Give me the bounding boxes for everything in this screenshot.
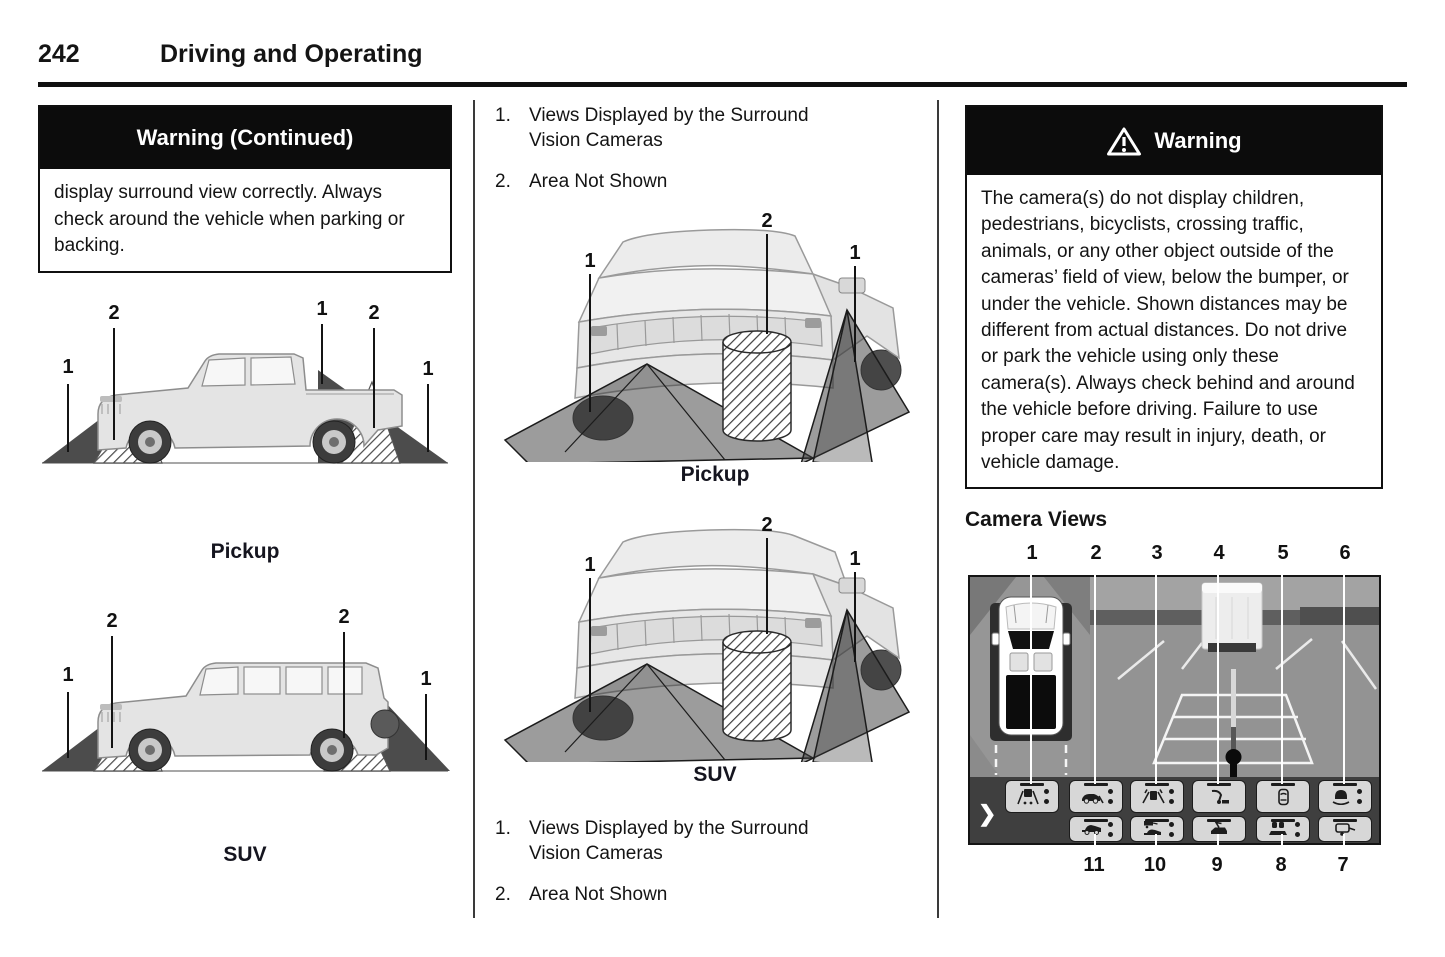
callout-label: 11 (1083, 854, 1105, 876)
trailer-object (1202, 583, 1262, 652)
figure-caption: Pickup (680, 463, 750, 486)
view-option-dots (1169, 789, 1174, 804)
callout-leader-line (1094, 566, 1096, 784)
callout-leader-line (1343, 834, 1345, 854)
camera-views-heading: Camera Views (965, 508, 1108, 531)
pickup-front-view-figure (495, 212, 935, 462)
callout-label: 1 (1026, 542, 1038, 564)
camera-button-top-down-view (1256, 780, 1310, 813)
callout-leader-line (1281, 834, 1283, 854)
top-down-view-icon (1271, 788, 1295, 806)
camera-zone-triangle (42, 416, 104, 463)
view-option-dots (1295, 822, 1300, 837)
callout-label: 1 (422, 358, 434, 380)
callout-label: 2 (368, 302, 380, 324)
callout-leader-line (1030, 566, 1032, 784)
callout-leader-line (1155, 566, 1157, 784)
callout-label: 7 (1337, 854, 1349, 876)
hitch-view-icon (1207, 788, 1231, 806)
warning-box (965, 105, 1383, 489)
section-title: Driving and Operating (160, 40, 423, 68)
warning-continued-body: display surround view correctly. Always check around the vehicle when parking or backing. (54, 182, 405, 257)
front-wide-view-icon (1141, 788, 1165, 806)
warning-title: Warning (1154, 128, 1242, 153)
legend-item (495, 882, 935, 907)
camera-views-figure (965, 542, 1385, 888)
camera-button-trailer-view (1318, 816, 1372, 842)
view-option-dots (1108, 822, 1113, 837)
callout-leader-line (1217, 566, 1219, 784)
view-option-dots (1044, 789, 1049, 804)
callout-label: 4 (1213, 542, 1225, 564)
trailer-view-icon (1333, 821, 1357, 837)
callout-label: 2 (338, 606, 350, 628)
figure-legend-top (495, 103, 935, 210)
callout-label: 6 (1339, 542, 1351, 564)
suv-front-view-figure (495, 512, 935, 762)
callout-label: 1 (62, 664, 74, 686)
camera-button-dual-wheel-view (1256, 816, 1310, 842)
trailer-side-view-icon (1141, 820, 1165, 838)
legend-text: Views Displayed by the Surround Vision Cameras (529, 105, 809, 152)
rear-top-view-icon (1329, 788, 1353, 806)
callout-label: 2 (1090, 542, 1102, 564)
camera-button-trailer-side-view (1130, 816, 1184, 842)
suv-side-view-figure (38, 608, 452, 793)
warning-triangle-icon (1106, 126, 1142, 157)
callout-label: 1 (420, 668, 432, 690)
column-divider-right (937, 100, 939, 918)
suv-side-view-illustration (38, 608, 452, 788)
camera-button-front-wide-view (1130, 780, 1184, 813)
view-option-dots (1169, 822, 1174, 837)
bed-view-icon (1207, 821, 1231, 837)
legend-text: Views Displayed by the Surround Vision Cameras (529, 818, 809, 865)
warning-header (967, 107, 1381, 175)
camera-button-rear-top-view (1318, 780, 1372, 813)
area-not-shown-cylinder (723, 631, 791, 741)
dual-wheel-view-icon (1267, 821, 1291, 837)
callout-label: 2 (106, 610, 118, 632)
header-rule (38, 82, 1407, 87)
pickup-side-view-illustration (38, 300, 452, 480)
view-option-dots (1357, 789, 1362, 804)
legend-number: 2. (495, 171, 511, 193)
column-divider-left (473, 100, 475, 918)
warning-continued-title: Warning (Continued) (40, 107, 450, 169)
figure-caption: Pickup (210, 540, 280, 563)
camera-button-front-curb-view (1069, 780, 1123, 813)
callout-label: 5 (1277, 542, 1289, 564)
warning-continued-box (38, 105, 452, 273)
callout-leader-line (1217, 834, 1219, 854)
figure-caption: SUV (693, 763, 737, 786)
page-number: 242 (38, 40, 80, 68)
callout-label: 1 (849, 548, 861, 570)
camera-zone-triangle (42, 724, 104, 771)
camera-button-bed-view (1192, 816, 1246, 842)
callout-label: 1 (62, 356, 74, 378)
front-curb-view-icon (1080, 788, 1104, 806)
callout-label: 1 (316, 298, 328, 320)
legend-number: 1. (495, 818, 511, 839)
camera-button-rear-view (1005, 780, 1059, 813)
expand-chevron-icon: ❯ (978, 801, 997, 826)
legend-number: 1. (495, 105, 511, 126)
callout-leader-line (1343, 566, 1345, 784)
legend-item (495, 169, 935, 194)
legend-number: 2. (495, 884, 511, 906)
callout-leader-line (1094, 834, 1096, 854)
legend-item (495, 103, 935, 153)
area-not-shown-cylinder (723, 331, 791, 441)
legend-item (495, 816, 935, 866)
callout-label: 10 (1143, 854, 1167, 876)
callout-label: 8 (1275, 854, 1287, 876)
suv-front-view-illustration (495, 512, 935, 762)
side-view-icon (1080, 821, 1104, 837)
figure-caption: SUV (223, 843, 267, 866)
callout-label: 2 (761, 514, 773, 536)
legend-text: Area Not Shown (529, 171, 668, 193)
rear-camera-scene (1090, 577, 1379, 777)
pickup-front-view-illustration (495, 212, 935, 462)
warning-body: The camera(s) do not display children, pedestrians, bicyclists, crossing traffic, animals, or any other object outside of the cameras’ field of view, below the bumper, or under the vehicle. Shown distances may be different from actual distances. Do not drive or park the vehicle using only these camera(s). Always check behind and around the vehicle before driving. Failure to use proper care may result in injury, death, or vehicle damage. (981, 188, 1355, 474)
callout-leader-line (1155, 834, 1157, 854)
callout-label: 2 (761, 210, 773, 232)
callout-label: 1 (584, 250, 596, 272)
callout-leader-line (1281, 566, 1283, 784)
camera-button-hitch-view (1192, 780, 1246, 813)
legend-text: Area Not Shown (529, 884, 668, 906)
view-option-dots (1108, 789, 1113, 804)
callout-label: 3 (1151, 542, 1163, 564)
rear-view-icon (1016, 788, 1040, 806)
pickup-side-view-figure (38, 300, 452, 485)
callout-label: 1 (849, 242, 861, 264)
camera-button-side-view (1069, 816, 1123, 842)
callout-label: 1 (584, 554, 596, 576)
figure-legend-bottom (495, 816, 935, 923)
callout-label: 9 (1211, 854, 1223, 876)
callout-label: 2 (108, 302, 120, 324)
